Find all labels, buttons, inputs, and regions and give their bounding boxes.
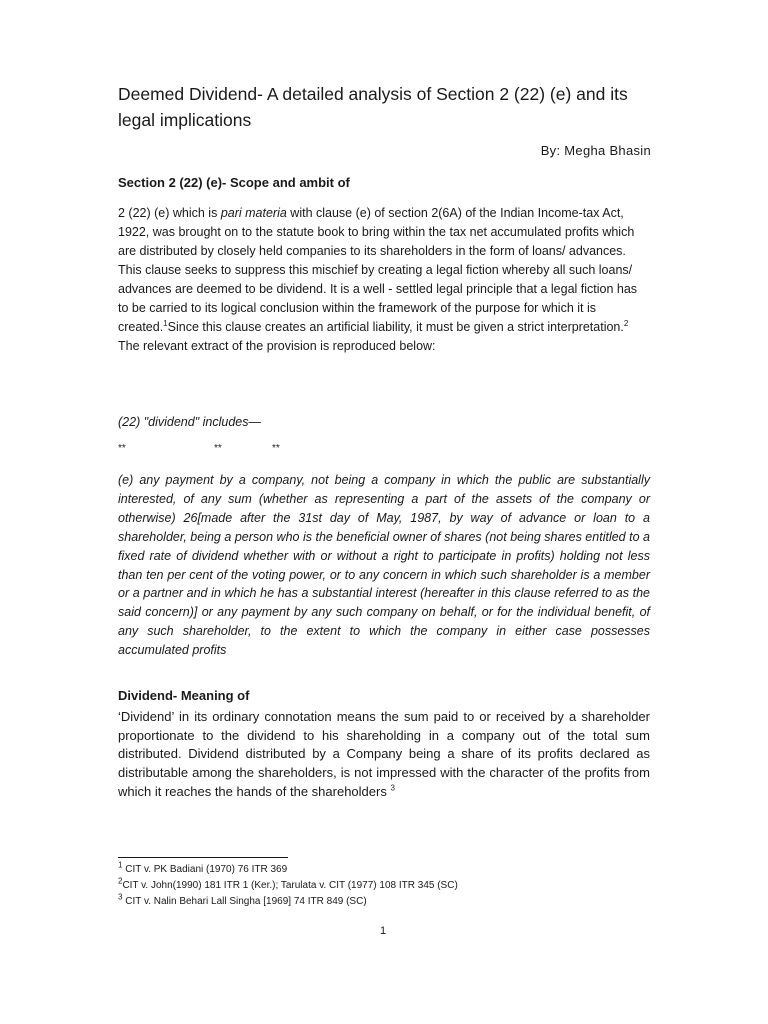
ellipsis-stars: ** <box>272 443 280 454</box>
footnote-text: CIT v. John(1990) 181 ITR 1 (Ker.); Tarulata v. CIT (1977) 108 ITR 345 (SC) <box>122 880 458 891</box>
footnote-number: 2 <box>118 876 123 886</box>
intro-text-4: The relevant extract of the provision is reproduced below: <box>118 339 436 353</box>
section-heading: Section 2 (22) (e)- Scope and ambit of <box>118 175 350 190</box>
intro-text-3: Since this clause creates an artificial liability, it must be given a strict interpretation. <box>167 320 624 334</box>
intro-paragraph <box>118 204 650 356</box>
quote-heading: (22) "dividend" includes— <box>118 415 261 429</box>
meaning-paragraph <box>118 708 650 802</box>
subheading-dividend-meaning: Dividend- Meaning of <box>118 688 250 703</box>
footnote <box>118 862 658 878</box>
page-number: 1 <box>380 925 387 937</box>
ellipsis-stars: ** <box>118 443 126 454</box>
meaning-text: ‘Dividend’ in its ordinary connotation means the sum paid to or received by a shareholder proportionate to the dividend to his shareholding in a company out of the total sum distributed. Dividend distributed by a Company being a share of its profits declared as distributable among the shareholders, is not impressed with the character of the profits from which it reaches the hands of the shareholders <box>118 709 650 799</box>
footnote-ref-2: 2 <box>623 318 629 328</box>
footnote-text: CIT v. PK Badiani (1970) 76 ITR 369 <box>122 864 288 875</box>
footnote <box>118 878 658 894</box>
intro-italic-term: pari materia <box>220 206 287 220</box>
intro-text-1: 2 (22) (e) which is <box>118 206 221 220</box>
intro-text-2: with clause (e) of section 2(6A) of the Indian Income-tax Act, 1922, was brought on to the statute book to bring within the tax net accumulated profits which are distributed by closely held companies to its shareholders in the form of loans/ advances. This clause seeks to suppress this mischief by creating a legal fiction whereby all such loans/ advances are deemed to be dividend. It is a well - settled legal principle that a legal fiction has to be carried to its logical conclusion within the framework of the purpose for which it is created. <box>118 206 638 334</box>
footnote-number: 1 <box>118 860 123 870</box>
footnote-divider <box>118 857 288 858</box>
footnote-number: 3 <box>118 892 123 902</box>
statute-quote: (e) any payment by a company, not being a company in which the public are substantially interested, of any sum (whether as representing a part of the assets of the company or otherwise) 26[made after the 31st day of May, 1987, by way of advance or loan to a shareholder, being a person who is the beneficial owner of shares (not being shares entitled to a fixed rate of dividend whether with or without a right to participate in profits) holding not less than ten per cent of the voting power, or to any concern in which such shareholder is a member or a partner and in which he has a substantial interest (hereafter in this clause referred to as the said concern)] or any payment by any such company on behalf, or for the individual benefit, of any such shareholder, to the extent to which the company in either case possesses accumulated profits <box>118 473 650 658</box>
document-title: Deemed Dividend- A detailed analysis of Section 2 (22) (e) and its legal implications <box>118 84 628 130</box>
ellipsis-stars: ** <box>214 443 222 454</box>
footnote-text: CIT v. Nalin Behari Lall Singha [1969] 74 ITR 849 (SC) <box>122 896 367 907</box>
footnotes <box>118 862 658 910</box>
footnote-ref-3: 3 <box>390 783 395 793</box>
footnote-ref-1: 1 <box>163 318 168 328</box>
footnote <box>118 894 658 910</box>
author-byline: By: Megha Bhasin <box>540 143 651 158</box>
